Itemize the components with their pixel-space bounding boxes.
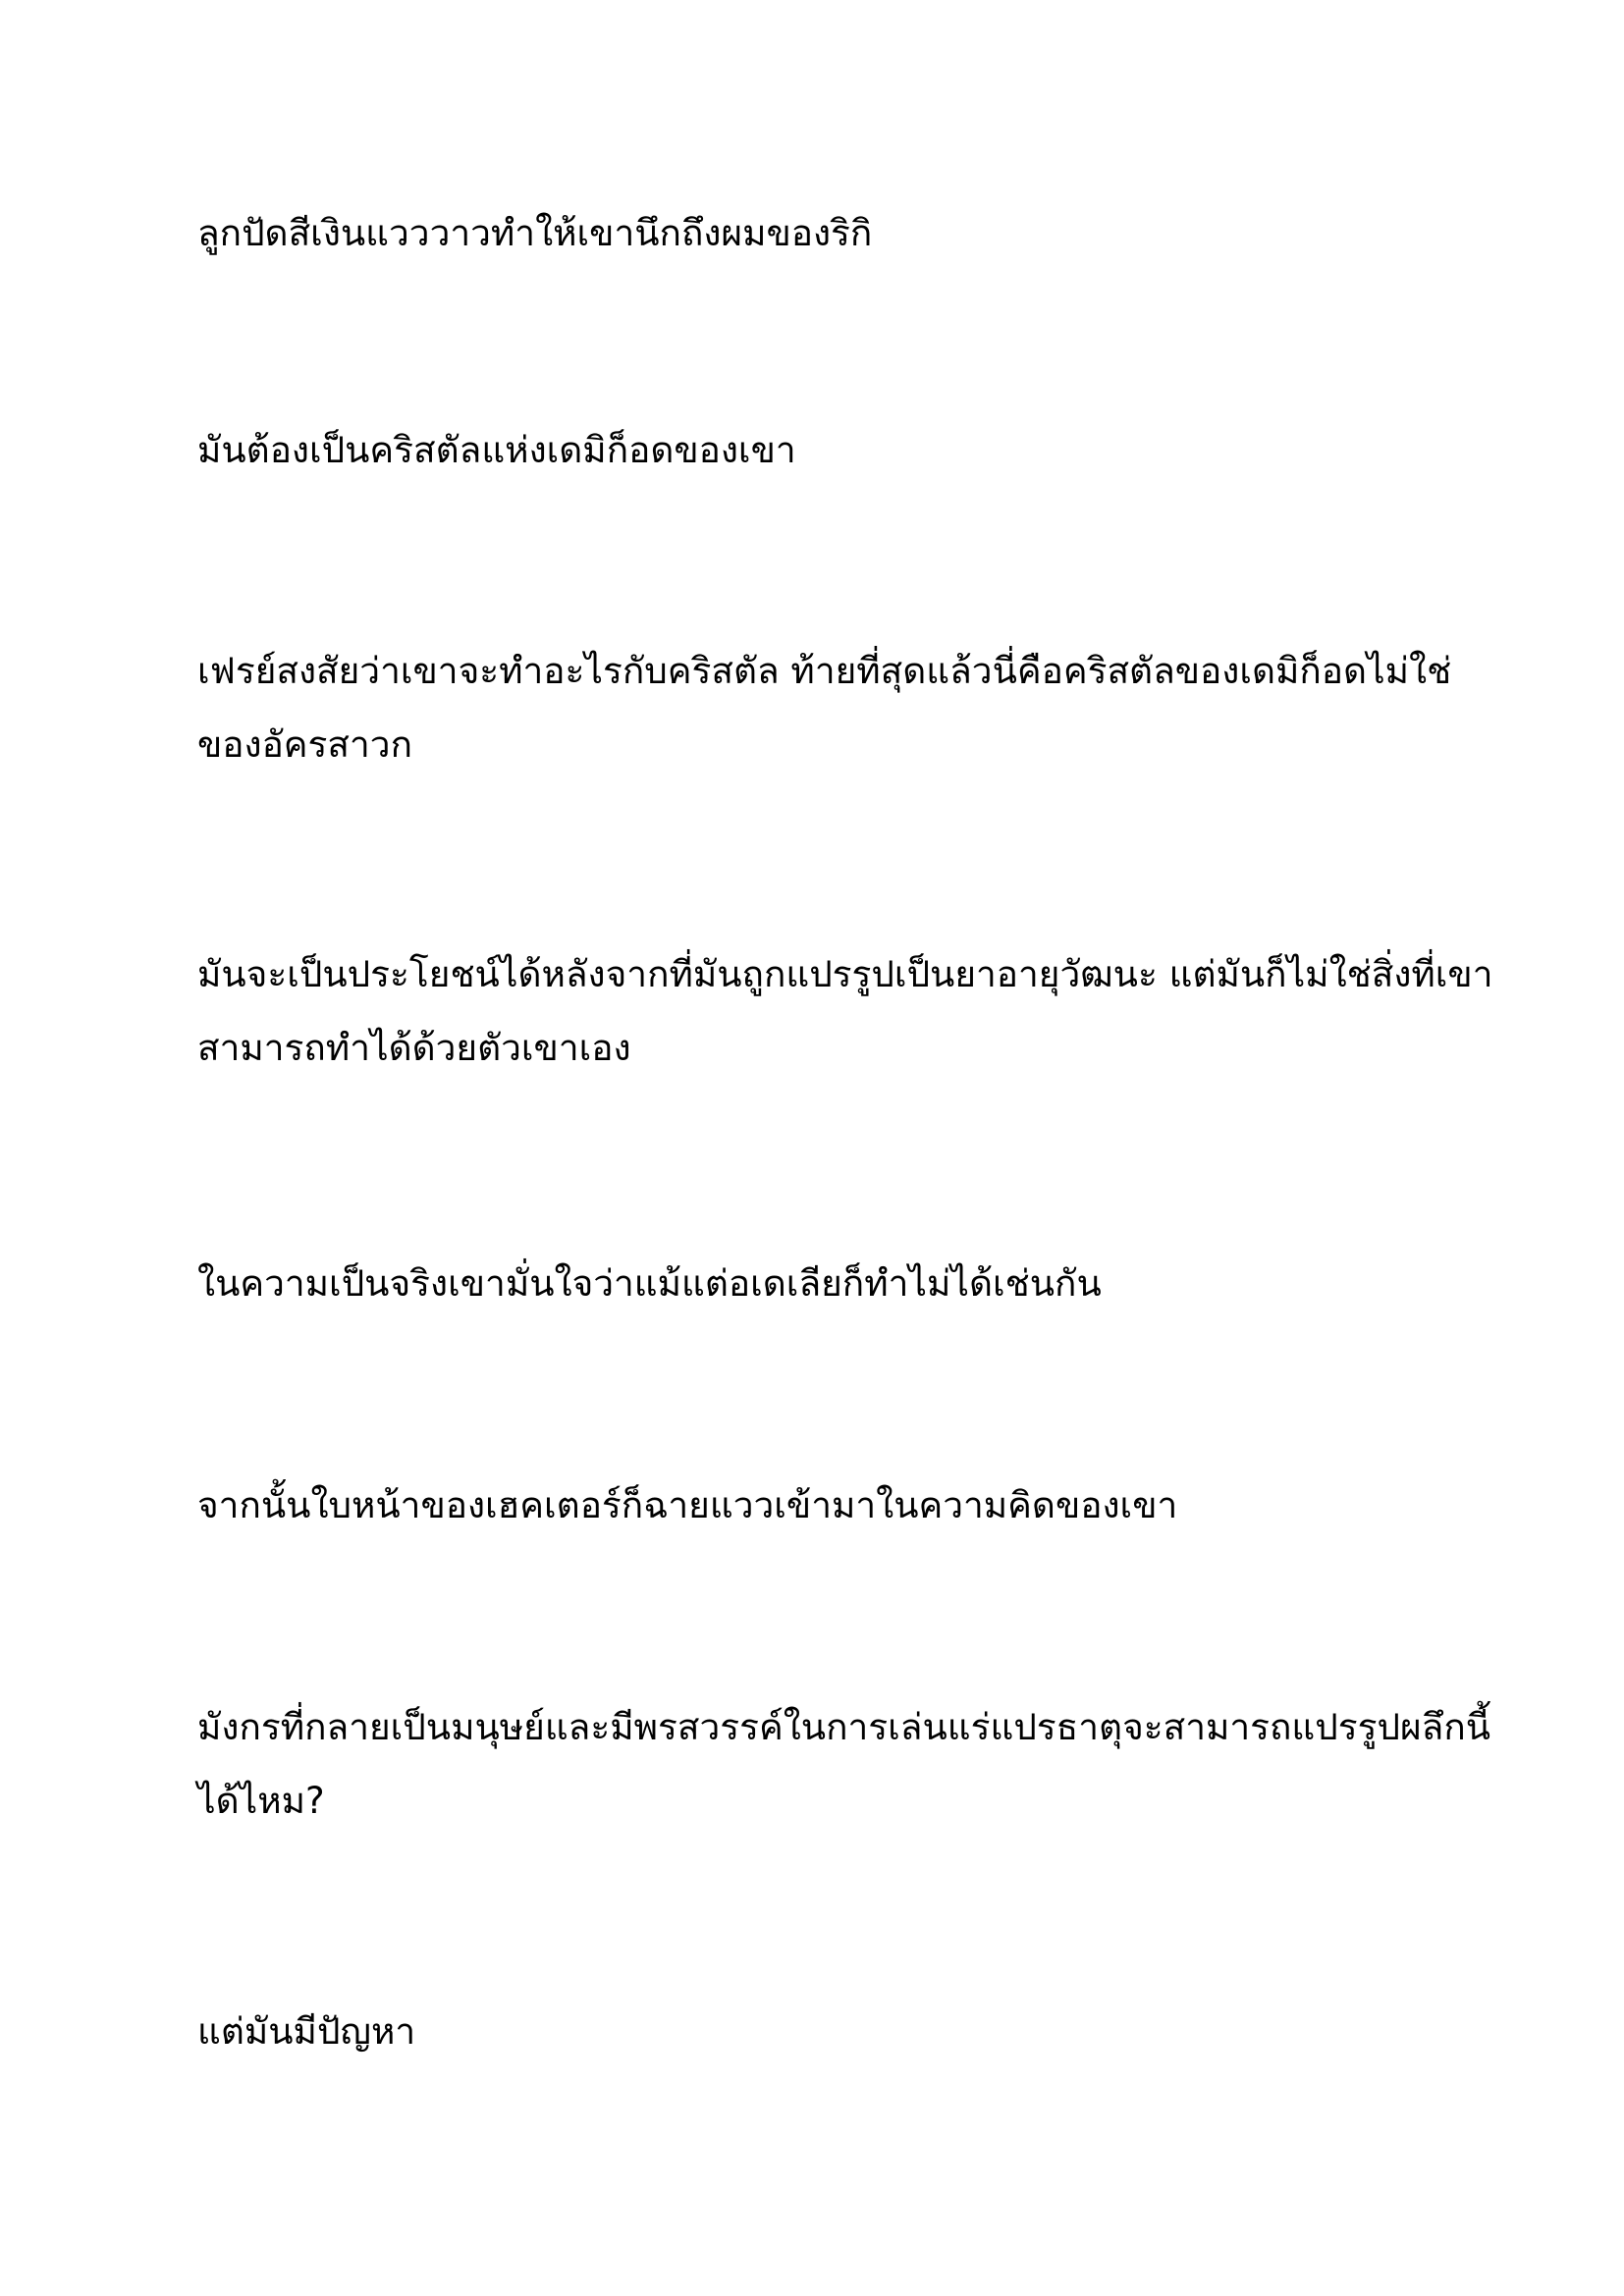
paragraph-line: ของอัครสาวก	[197, 723, 412, 766]
paragraph-4	[197, 937, 1493, 1085]
paragraph-line: มันจะเป็นประโยชน์ได้หลังจากที่มันถูกแปรรูปเป็นยาอายุวัฒนะ แต่มันก็ไม่ใช่สิ่งที่เขา	[197, 953, 1493, 995]
paragraph-8	[197, 1995, 1444, 2068]
paragraph-line: สามารถทำได้ด้วยตัวเขาเอง	[197, 1027, 631, 1069]
paragraph-3	[197, 634, 1452, 781]
paragraph-7	[197, 1690, 1491, 1838]
paragraph-1	[197, 196, 1444, 270]
paragraph-line: ในความเป็นจริงเขามั่นใจว่าแม้แต่อเดเลียก็ทำไม่ได้เช่นกัน	[197, 1262, 1102, 1305]
paragraph-2	[197, 413, 1444, 487]
paragraph-5	[197, 1247, 1444, 1320]
paragraph-6	[197, 1468, 1444, 1542]
paragraph-line: แต่มันมีปัญหา	[197, 2010, 416, 2053]
paragraph-line: เฟรย์สงสัยว่าเขาจะทำอะไรกับคริสตัล ท้ายที่สุดแล้วนี่คือคริสตัลของเดมิก็อดไม่ใช่	[197, 650, 1452, 692]
paragraph-line: มันต้องเป็นคริสตัลแห่งเดมิก็อดของเขา	[197, 429, 796, 471]
paragraph-line: มังกรที่กลายเป็นมนุษย์และมีพรสวรรค์ในการเล่นแร่แปรธาตุจะสามารถแปรรูปผลึกนี้	[197, 1706, 1491, 1748]
paragraph-line: จากนั้นใบหน้าของเฮคเตอร์ก็ฉายแววเข้ามาในความคิดของเขา	[197, 1484, 1178, 1526]
paragraph-line: ได้ไหม?	[197, 1780, 325, 1822]
paragraph-line: ลูกปัดสีเงินแวววาวทำให้เขานึกถึงผมของริกิ	[197, 212, 873, 254]
